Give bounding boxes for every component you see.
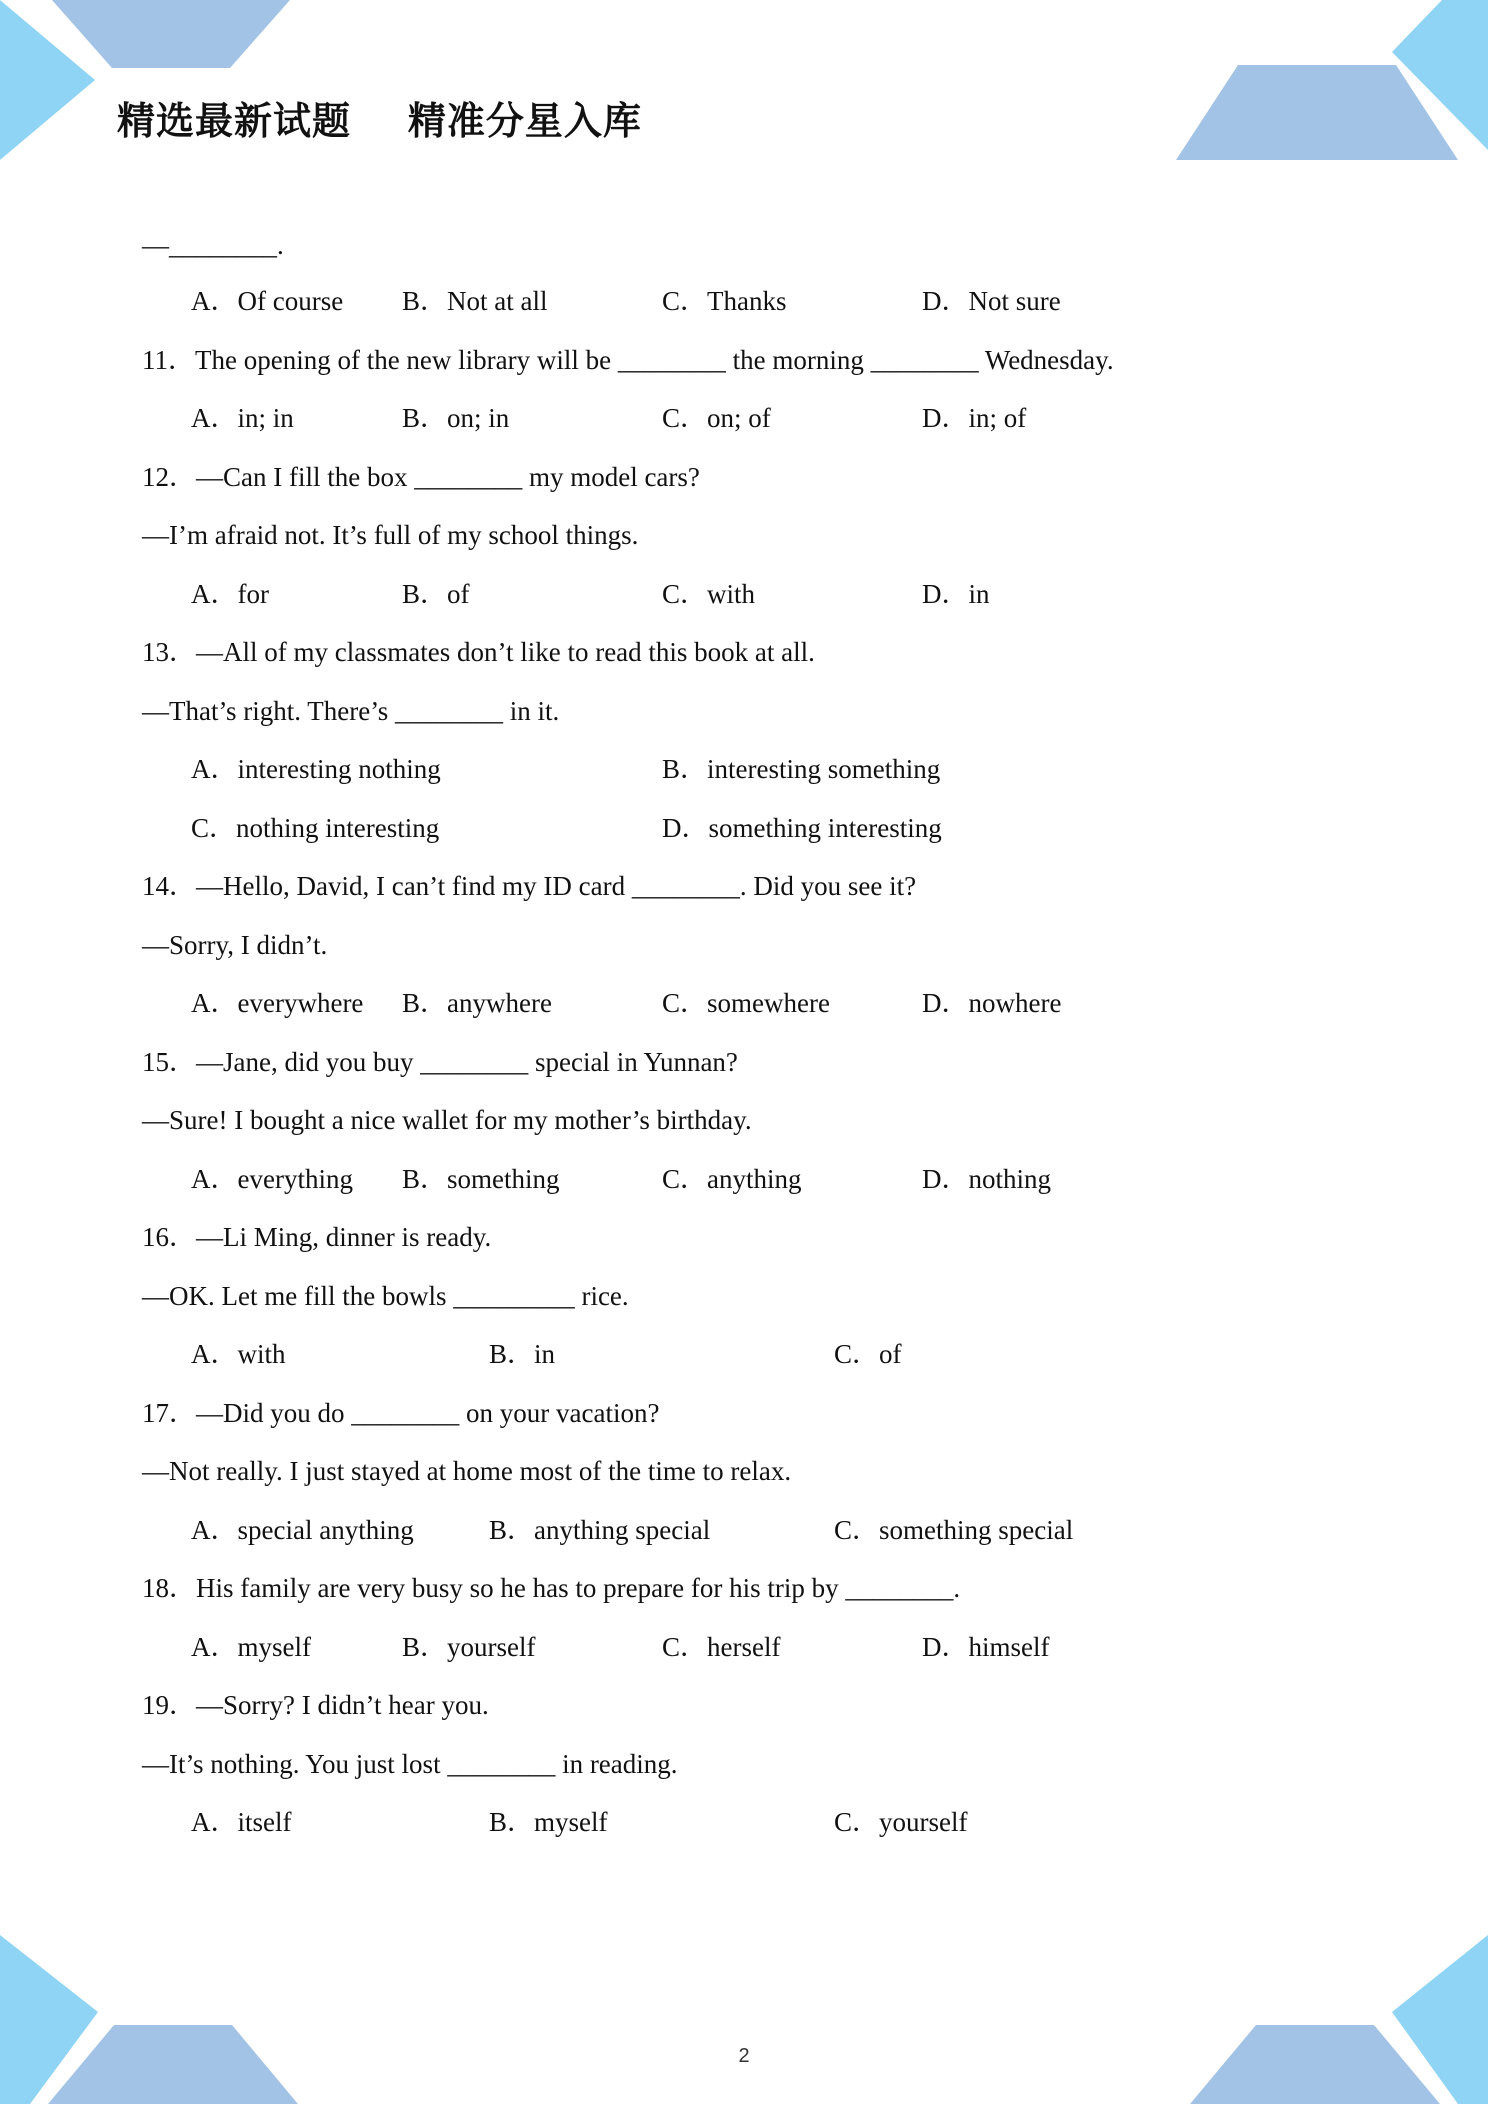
q12-reply: —I’m afraid not. It’s full of my school things. (142, 520, 639, 550)
q10-answer-line: —________. (142, 230, 284, 260)
q16-reply: —OK. Let me fill the bowls _________ rice. (142, 1281, 629, 1311)
top-left-trapezoid (52, 0, 290, 68)
q12-option-b: B．of (402, 579, 470, 609)
q10-option-c: C．Thanks (662, 286, 787, 316)
q14-reply: —Sorry, I didn’t. (142, 930, 328, 960)
q17-option-a: A．special anything (191, 1515, 414, 1545)
q15-option-b: B．something (402, 1164, 560, 1194)
page-number: 2 (738, 2045, 750, 2067)
q10-option-d: D．Not sure (922, 286, 1061, 316)
q18-option-c: C．herself (662, 1632, 781, 1662)
q12-stem: 12．—Can I fill the box ________ my model cars? (142, 462, 700, 492)
q19-option-b: B．myself (489, 1807, 608, 1837)
q16-stem: 16．—Li Ming, dinner is ready. (142, 1222, 492, 1252)
top-right-trapezoid (1176, 65, 1458, 160)
q13-option-b: B．interesting something (662, 754, 941, 784)
header-title: 精选最新试题 精准分星入库 (117, 99, 642, 143)
q16-option-a: A．with (191, 1339, 286, 1369)
q13-stem: 13．—All of my classmates don’t like to read this book at all. (142, 637, 815, 667)
q14-option-d: D．nowhere (922, 988, 1062, 1018)
q18-option-d: D．himself (922, 1632, 1050, 1662)
q18-option-b: B．yourself (402, 1632, 536, 1662)
q14-stem: 14．—Hello, David, I can’t find my ID card ________. Did you see it? (142, 871, 917, 901)
q15-stem: 15．—Jane, did you buy ________ special in Yunnan? (142, 1047, 738, 1077)
q18-stem: 18．His family are very busy so he has to prepare for his trip by ________. (142, 1573, 961, 1603)
q13-reply: —That’s right. There’s ________ in it. (142, 696, 560, 726)
q17-option-b: B．anything special (489, 1515, 711, 1545)
q13-option-d: D．something interesting (662, 813, 942, 843)
q19-reply: —It’s nothing. You just lost ________ in reading. (142, 1749, 678, 1779)
q12-option-c: C．with (662, 579, 756, 609)
q15-option-d: D．nothing (922, 1164, 1052, 1194)
q13-option-a: A．interesting nothing (191, 754, 441, 784)
q19-stem: 19．—Sorry? I didn’t hear you. (142, 1690, 489, 1720)
q15-option-a: A．everything (191, 1164, 353, 1194)
q13-option-c: C．nothing interesting (191, 813, 440, 843)
q15-option-c: C．anything (662, 1164, 802, 1194)
q19-option-c: C．yourself (834, 1807, 968, 1837)
q14-option-a: A．everywhere (191, 988, 364, 1018)
q11-option-a: A．in; in (191, 403, 294, 433)
q14-option-b: B．anywhere (402, 988, 552, 1018)
q14-option-c: C．somewhere (662, 988, 830, 1018)
q19-option-a: A．itself (191, 1807, 292, 1837)
q15-reply: —Sure! I bought a nice wallet for my mother’s birthday. (142, 1105, 752, 1135)
q18-option-a: A．myself (191, 1632, 311, 1662)
q10-option-a: A．Of course (191, 286, 344, 316)
q10-option-b: B．Not at all (402, 286, 548, 316)
q12-option-d: D．in (922, 579, 990, 609)
q17-reply: —Not really. I just stayed at home most of the time to relax. (142, 1456, 792, 1486)
q11-stem: 11．The opening of the new library will be ________ the morning ________ Wednesday. (142, 345, 1114, 375)
q16-option-b: B．in (489, 1339, 556, 1369)
q17-option-c: C．something special (834, 1515, 1074, 1545)
q12-option-a: A．for (191, 579, 269, 609)
q17-stem: 17．—Did you do ________ on your vacation? (142, 1398, 660, 1428)
q16-option-c: C．of (834, 1339, 902, 1369)
q11-option-d: D．in; of (922, 403, 1027, 433)
q11-option-c: C．on; of (662, 403, 771, 433)
q11-option-b: B．on; in (402, 403, 510, 433)
